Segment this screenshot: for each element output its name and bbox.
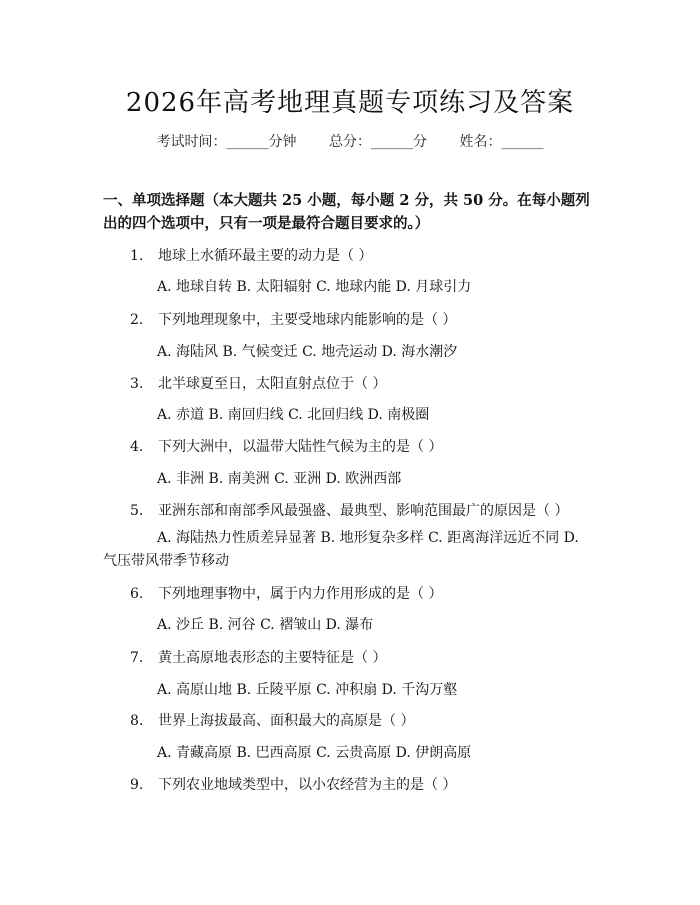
question-item bbox=[130, 710, 414, 730]
question-number: 7. bbox=[130, 650, 144, 666]
exam-meta bbox=[0, 131, 700, 151]
question-item bbox=[130, 647, 386, 667]
page-title: 2026年高考地理真题专项练习及答案 bbox=[125, 88, 575, 118]
question-stem: 下列地理现象中，主要受地球内能影响的是（ ） bbox=[158, 312, 457, 328]
question-number: 2. bbox=[130, 312, 144, 328]
question-number: 1. bbox=[130, 248, 144, 264]
question-stem: 黄土高原地表形态的主要特征是（ ） bbox=[158, 650, 387, 666]
question-number: 5. bbox=[130, 503, 144, 519]
student-name: 姓名：______ bbox=[459, 134, 544, 150]
question-stem: 北半球夏至日，太阳直射点位于（ ） bbox=[158, 376, 387, 392]
question-options: A. 赤道 B. 南回归线 C. 北回归线 D. 南极圈 bbox=[157, 407, 430, 423]
question-stem: 亚洲东部和南部季风最强盛、最典型、影响范围最广的原因是（ ） bbox=[158, 503, 569, 519]
question-options: A. 沙丘 B. 河谷 C. 褶皱山 D. 瀑布 bbox=[157, 617, 374, 633]
question-options: A. 地球自转 B. 太阳辐射 C. 地球内能 D. 月球引力 bbox=[157, 279, 472, 295]
question-options: A. 青藏高原 B. 巴西高原 C. 云贵高原 D. 伊朗高原 bbox=[157, 745, 472, 761]
question-number: 3. bbox=[130, 376, 144, 392]
question-number: 9. bbox=[130, 777, 144, 793]
question-item bbox=[130, 436, 442, 456]
question-item bbox=[130, 583, 442, 603]
question-number: 6. bbox=[130, 586, 144, 602]
question-options: A. 高原山地 B. 丘陵平原 C. 冲积扇 D. 千沟万壑 bbox=[157, 682, 458, 698]
question-number: 8. bbox=[130, 713, 144, 729]
question-stem: 下列地理事物中，属于内力作用形成的是（ ） bbox=[158, 586, 443, 602]
exam-score: 总分：______分 bbox=[329, 134, 427, 150]
question-number: 4. bbox=[130, 439, 144, 455]
question-stem: 地球上水循环最主要的动力是（ ） bbox=[158, 248, 373, 264]
question-options: A. 非洲 B. 南美洲 C. 亚洲 D. 欧洲西部 bbox=[157, 471, 402, 487]
question-item bbox=[130, 373, 386, 393]
question-options: A. 海陆风 B. 气候变迁 C. 地壳运动 D. 海水潮汐 bbox=[157, 344, 458, 360]
question-stem: 世界上海拔最高、面积最大的高原是（ ） bbox=[158, 713, 415, 729]
question-item bbox=[130, 774, 456, 794]
question-item bbox=[130, 309, 456, 329]
section-header: 一、单项选择题（本大题共 25 小题，每小题 2 分，共 50 分。在每小题列出的四个选项中，只有一项是最符合题目要求的。） bbox=[103, 192, 590, 232]
question-item bbox=[130, 245, 372, 265]
question-options: A. 海陆热力性质差异显著 B. 地形复杂多样 C. 距离海洋远近不同 D. 气压带风带季节移动 bbox=[103, 530, 579, 569]
question-stem: 下列农业地域类型中，以小农经营为主的是（ ） bbox=[158, 777, 457, 793]
exam-time: 考试时间：______分钟 bbox=[156, 134, 297, 150]
question-stem: 下列大洲中，以温带大陆性气候为主的是（ ） bbox=[158, 439, 443, 455]
question-item bbox=[130, 500, 568, 520]
